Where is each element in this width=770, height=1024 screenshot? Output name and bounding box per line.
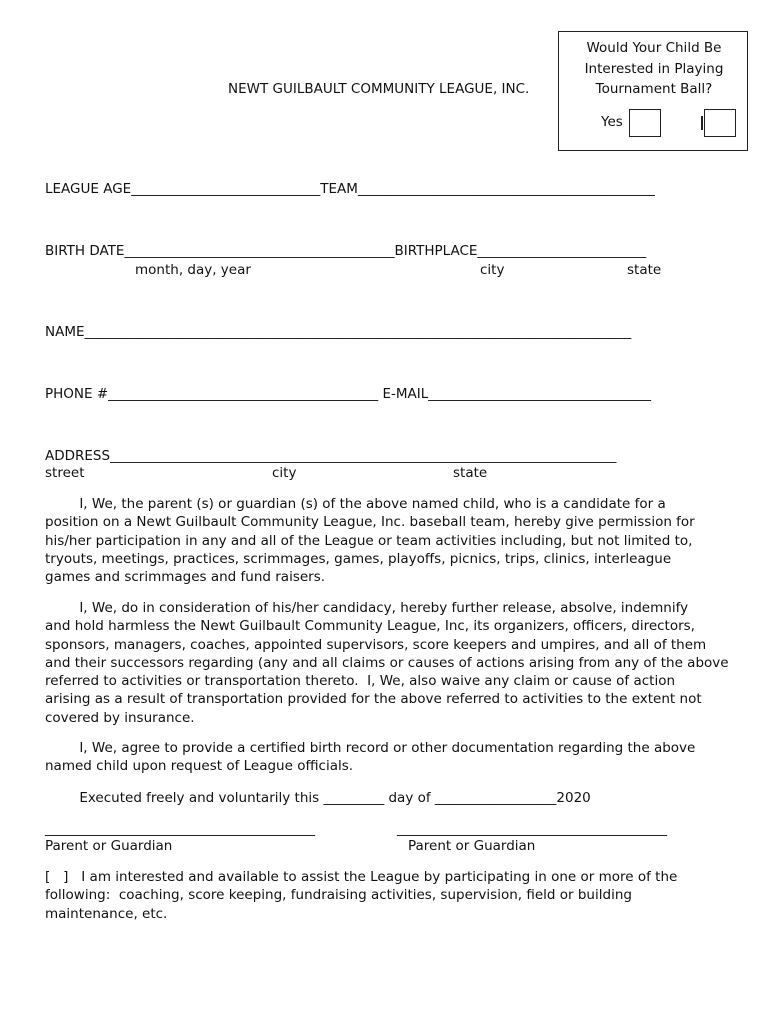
signature-label-right: Parent or Guardian [408, 838, 536, 854]
name-field[interactable]: NAME_________________________________________________________________________________ [45, 324, 632, 340]
paragraph-line: and hold harmless the Newt Guilbault Community League, Inc, its organizers, officers, directors, [45, 618, 695, 635]
permission-paragraph [45, 495, 735, 586]
paragraph-line: I, We, do in consideration of his/her candidacy, hereby further release, absolve, indemnify [45, 600, 689, 616]
paragraph-line: tryouts, meetings, practices, scrimmages, games, playoffs, picnics, trips, clinics, interleague [45, 550, 672, 567]
yes-checkbox[interactable] [629, 109, 661, 137]
paragraph-line: and their successors regarding (any and all claims or causes of actions arising from any of the above [45, 654, 729, 671]
phone-email-field[interactable]: PHONE #________________________________________ E-MAIL_________________________________ [45, 386, 651, 402]
signature-line-right[interactable]: ________________________________________ [397, 821, 667, 837]
executed-line[interactable]: Executed freely and voluntarily this _________ day of __________________2020 [45, 790, 591, 806]
birthplace-state-sub-label: state [627, 262, 662, 278]
paragraph-line: maintenance, etc. [45, 905, 168, 922]
tournament-question-line: Would Your Child Be [586, 40, 722, 56]
address-field[interactable]: ADDRESS___________________________________________________________________________ [45, 448, 617, 464]
paragraph-line: his/her participation in any and all of the League or team activities including, but not limited to, [45, 532, 693, 549]
paragraph-line: following: coaching, score keeping, fundraising activities, supervision, field or building [45, 887, 632, 904]
paragraph-line: sponsors, managers, coaches, appointed supervisors, score keepers and umpires, and all of them [45, 636, 707, 653]
form-title: NEWT GUILBAULT COMMUNITY LEAGUE, INC. [228, 81, 530, 97]
paragraph-line: arising as a result of transportation provided for the above referred to activities to the extent not [45, 691, 702, 708]
league-age-team-field[interactable]: LEAGUE AGE____________________________TEAM____________________________________________ [45, 181, 655, 197]
birth-date-birthplace-field[interactable]: BIRTH DATE________________________________________BIRTHPLACE_________________________ [45, 243, 647, 259]
volunteer-paragraph[interactable] [45, 868, 735, 923]
paragraph-line: I, We, agree to provide a certified birth record or other documentation regarding the above [45, 740, 696, 756]
tournament-question-line: Tournament Ball? [595, 81, 713, 97]
paragraph-line: referred to activities or transportation thereto. I, We, also waive any claim or cause of action [45, 673, 676, 690]
no-label-fragment [701, 116, 703, 130]
release-paragraph [45, 599, 735, 727]
paragraph-line: I, We, the parent (s) or guardian (s) of the above named child, who is a candidate for a [45, 496, 666, 512]
address-city-sub-label: city [272, 465, 297, 481]
birth-record-paragraph [45, 739, 735, 776]
tournament-question-line: Interested in Playing [584, 60, 724, 77]
paragraph-line: games and scrimmages and fund raisers. [45, 569, 326, 586]
tournament-box [558, 31, 748, 151]
birthplace-city-sub-label: city [480, 262, 505, 278]
yes-label: Yes [601, 114, 623, 130]
signature-label-left: Parent or Guardian [45, 838, 173, 854]
signature-line-left[interactable]: ________________________________________ [45, 821, 315, 837]
paragraph-line: named child upon request of League officials. [45, 758, 354, 775]
birth-date-sub-label: month, day, year [135, 262, 251, 278]
address-street-sub-label: street [45, 465, 85, 481]
paragraph-line: position on a Newt Guilbault Community League, Inc. baseball team, hereby give permission for [45, 514, 695, 531]
paragraph-line: [ ] I am interested and available to assist the League by participating in one or more of the [45, 869, 678, 885]
paragraph-line: covered by insurance. [45, 709, 195, 726]
no-checkbox[interactable] [704, 109, 736, 137]
address-state-sub-label: state [453, 465, 488, 481]
tournament-question [559, 38, 749, 100]
